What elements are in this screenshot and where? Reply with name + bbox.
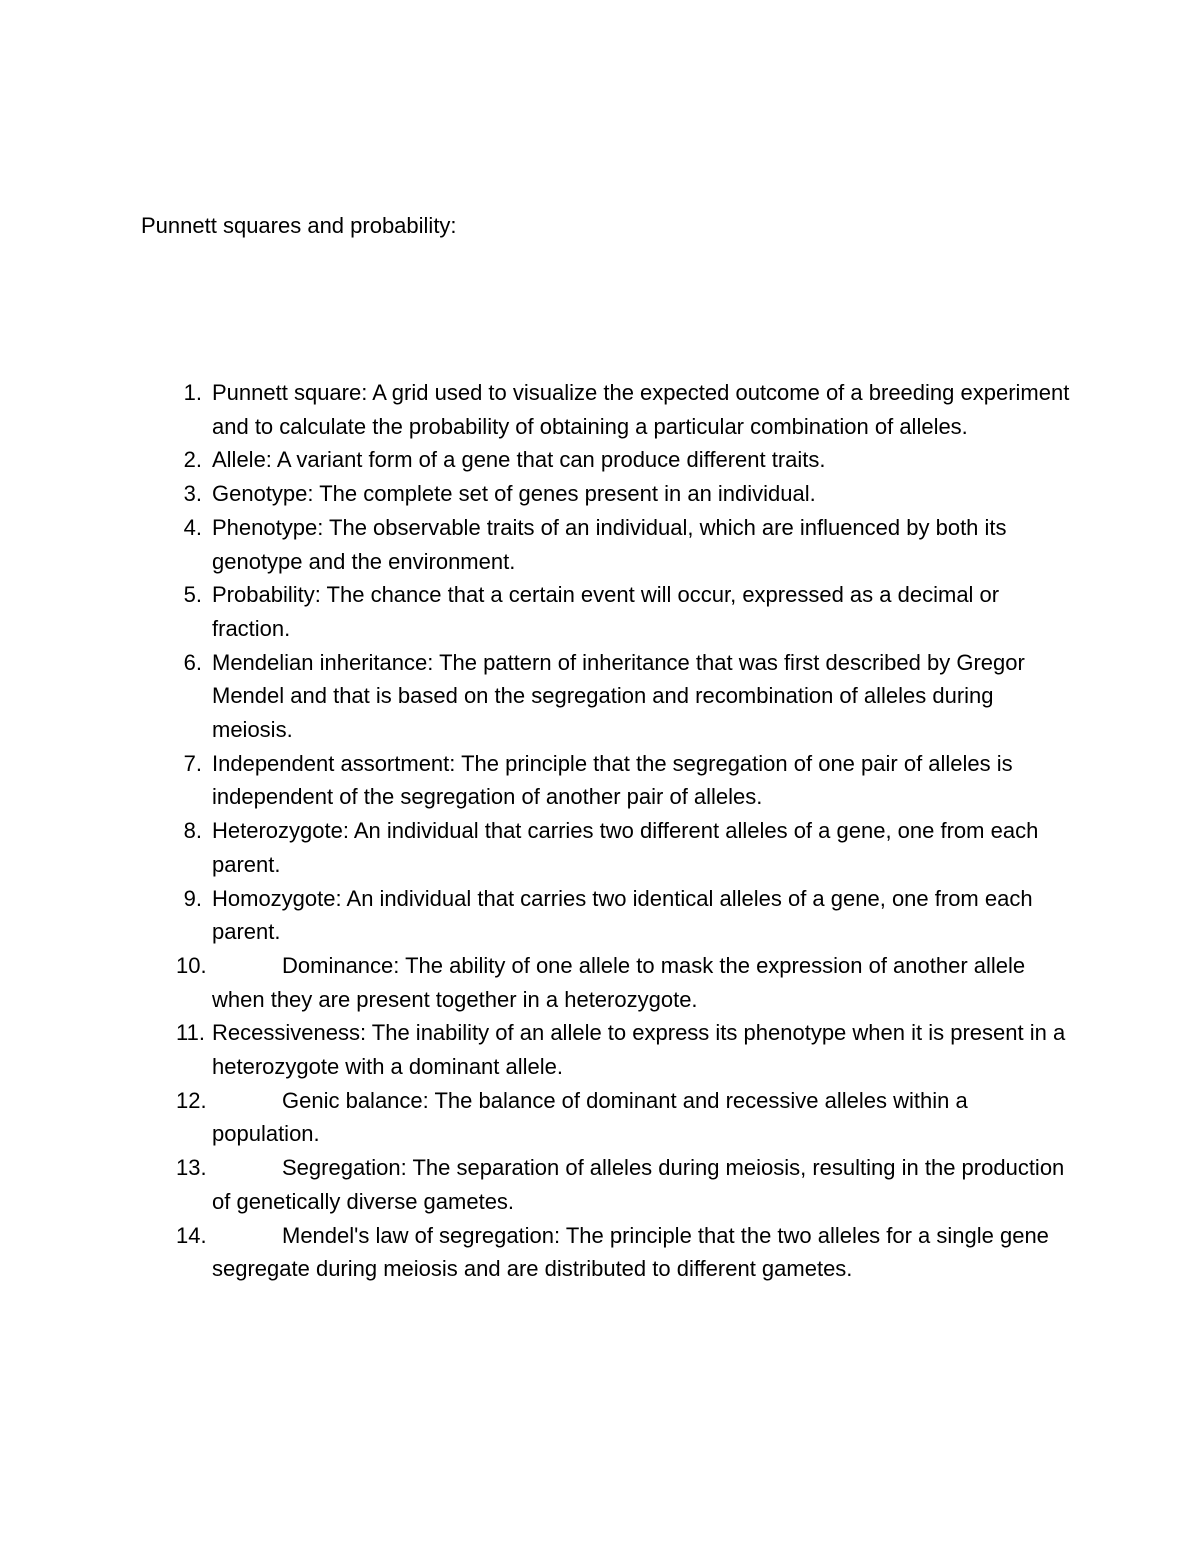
list-item — [0, 747, 1072, 814]
item-number: 9. — [183, 885, 202, 911]
list-item — [0, 1219, 1072, 1286]
item-number: 12. — [176, 1087, 207, 1113]
item-text: Heterozygote: An individual that carries two different alleles of a gene, one from each parent. — [212, 818, 1039, 877]
item-text: Allele: A variant form of a gene that can produce different traits. — [212, 447, 826, 473]
item-text: Segregation: The separation of alleles during meiosis, resulting in the production of genetically diverse gametes. — [212, 1155, 1065, 1214]
list-item — [0, 376, 1072, 443]
item-number: 14. — [176, 1222, 207, 1248]
list-item — [0, 443, 1072, 477]
list-item — [0, 1084, 1072, 1151]
list-item — [0, 511, 1072, 578]
item-text: Probability: The chance that a certain event will occur, expressed as a decimal or fraction. — [212, 582, 1000, 641]
item-text: Recessiveness: The inability of an allele to express its phenotype when it is present in a heterozygote with a dominant allele. — [212, 1020, 1066, 1080]
item-number: 10. — [176, 952, 207, 978]
definition-list — [0, 376, 1200, 1286]
item-number: 8. — [183, 818, 202, 844]
list-item — [0, 1016, 1072, 1083]
item-number: 3. — [183, 481, 202, 507]
item-text: Genic balance: The balance of dominant and recessive alleles within a population. — [212, 1087, 968, 1147]
item-number: 13. — [176, 1155, 207, 1181]
item-number: 5. — [183, 582, 202, 608]
list-item — [0, 882, 1072, 949]
item-text: Phenotype: The observable traits of an individual, which are influenced by both its genotype and the environment. — [212, 514, 1007, 574]
item-number: 4. — [183, 514, 202, 540]
item-number: 2. — [183, 447, 202, 473]
item-text: Genotype: The complete set of genes present in an individual. — [212, 481, 816, 507]
list-item — [0, 477, 1072, 511]
list-item — [0, 646, 1072, 747]
item-text: Homozygote: An individual that carries two identical alleles of a gene, one from each parent. — [212, 885, 1033, 945]
list-item — [0, 814, 1072, 881]
list-item — [0, 578, 1072, 645]
item-number: 6. — [183, 649, 202, 675]
list-item — [0, 1151, 1072, 1218]
item-text: Dominance: The ability of one allele to mask the expression of another allele when they are present together in a heterozygote. — [212, 952, 1026, 1012]
item-number: 11. — [176, 1020, 205, 1046]
list-item — [0, 949, 1072, 1016]
item-text: Mendelian inheritance: The pattern of inheritance that was first described by Gregor Mendel and that is based on the segregation and recombination of alleles during meiosis. — [212, 649, 1025, 743]
document-title: Punnett squares and probability: — [141, 213, 457, 238]
item-text: Mendel's law of segregation: The principle that the two alleles for a single gene segregate during meiosis and are distributed to different gametes. — [212, 1222, 1049, 1282]
item-number: 7. — [183, 750, 202, 776]
item-number: 1. — [183, 380, 202, 405]
item-text: Independent assortment: The principle that the segregation of one pair of alleles is independent of the segregation of another pair of alleles. — [212, 750, 1013, 810]
item-text: Punnett square: A grid used to visualize the expected outcome of a breeding experiment and to calculate the probability of obtaining a particular combination of alleles. — [212, 380, 1070, 439]
